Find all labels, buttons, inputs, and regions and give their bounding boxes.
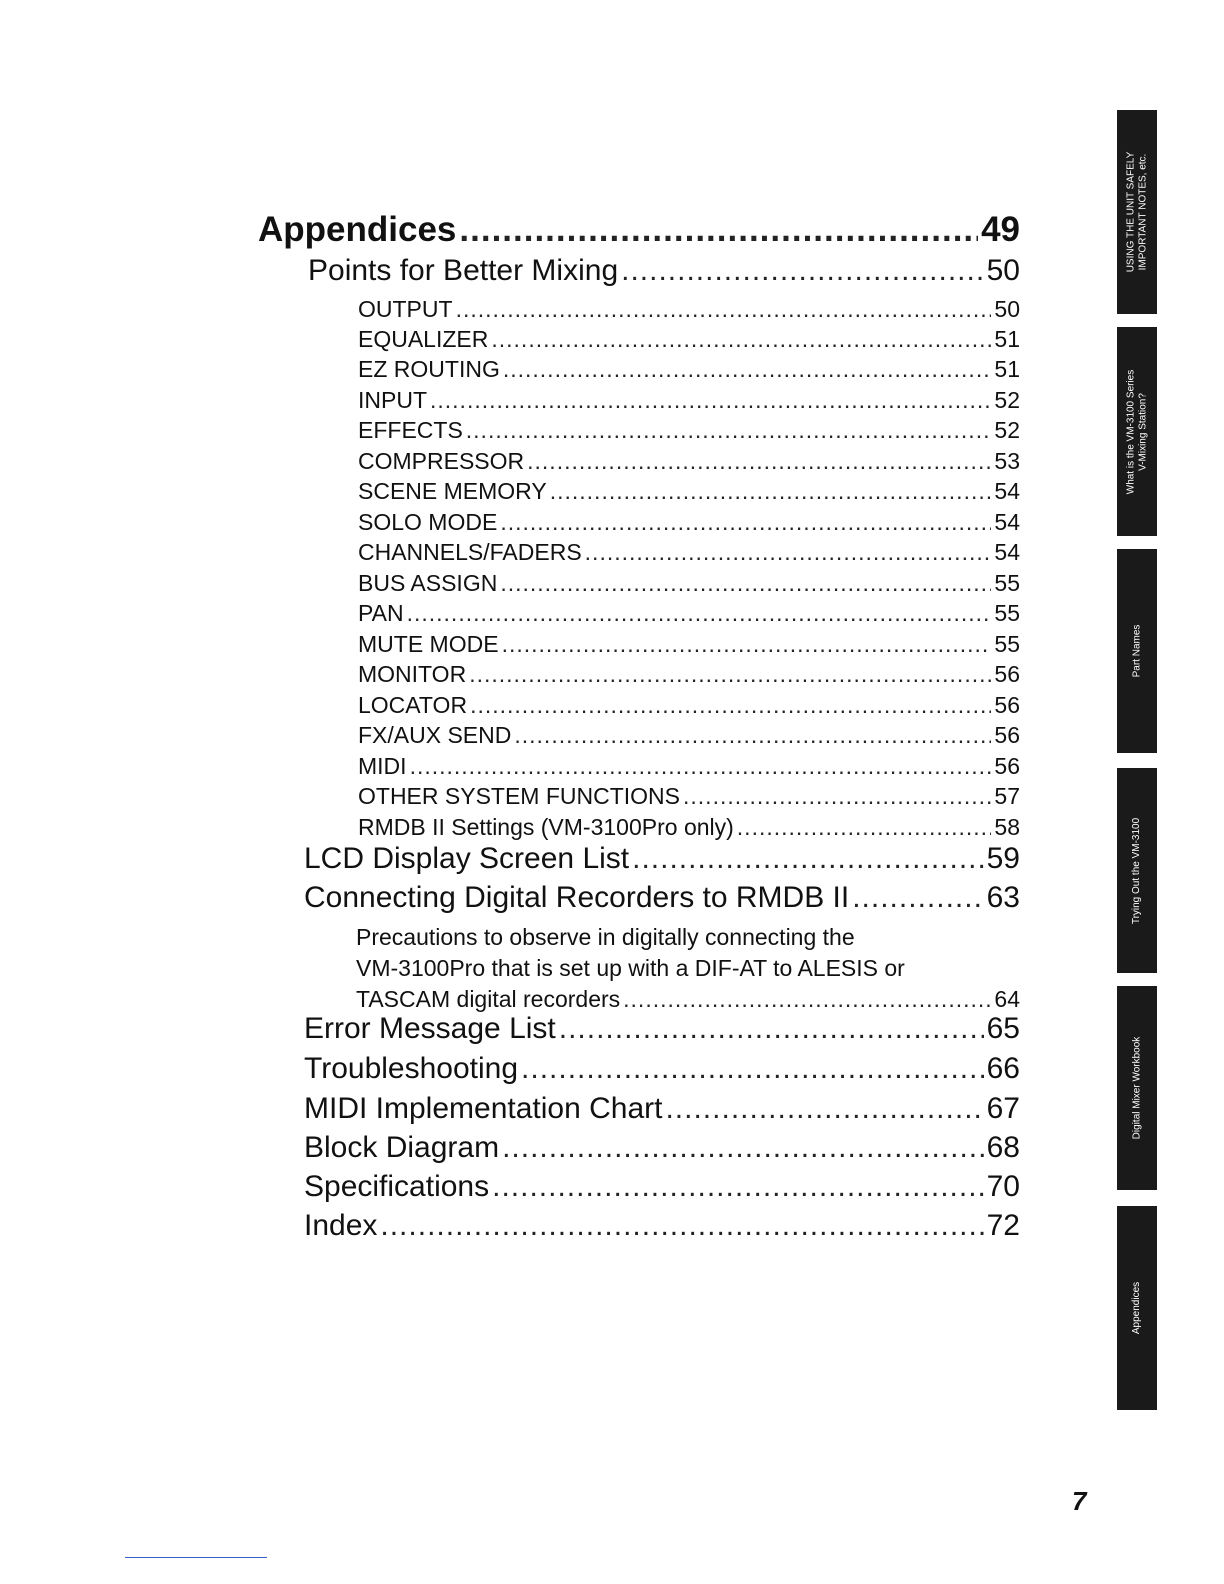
dot-leader — [456, 296, 992, 323]
dot-leader — [514, 722, 991, 749]
precautions-line-1: Precautions to observe in digitally connecting the — [356, 924, 855, 950]
side-tab-trying-out[interactable] — [1117, 768, 1157, 973]
dot-leader — [502, 631, 992, 658]
toc-entry-page: 64 — [994, 986, 1020, 1012]
toc-entry-title: EZ ROUTING — [358, 356, 500, 382]
toc-entry-page: 55 — [994, 600, 1020, 626]
toc-entry-page: 68 — [986, 1131, 1020, 1164]
side-tab-appendices[interactable] — [1117, 1206, 1157, 1410]
toc-entry-page: 50 — [994, 296, 1020, 322]
toc-entry-page: 55 — [994, 570, 1020, 596]
side-tab-label: Digital Mixer Workbook — [1131, 1036, 1142, 1140]
precautions-line-3-row — [356, 984, 1020, 1015]
toc-subentry[interactable] — [358, 478, 1020, 505]
toc-entry-page: 51 — [994, 326, 1020, 352]
toc-entry-index[interactable] — [304, 1209, 1020, 1243]
footer-rule — [125, 1557, 267, 1558]
toc-entry-title: Appendices — [258, 210, 457, 249]
toc-entry-title: LOCATOR — [358, 692, 468, 718]
toc-subentry[interactable] — [358, 753, 1020, 780]
dot-leader — [521, 1052, 984, 1086]
toc-subentry[interactable] — [358, 356, 1020, 383]
toc-entry-appendices[interactable] — [258, 210, 1020, 250]
dot-leader — [410, 753, 992, 780]
side-tab-using-the-unit-safely[interactable] — [1117, 110, 1157, 314]
toc-entry-page: 56 — [994, 722, 1020, 748]
dot-leader — [621, 254, 984, 288]
toc-entry-page: 56 — [994, 692, 1020, 718]
dot-leader — [503, 356, 992, 383]
toc-entry-page: 56 — [994, 753, 1020, 779]
toc-entry-page: 54 — [994, 478, 1020, 504]
dot-leader — [470, 692, 991, 719]
side-tab-digital-mixer-workbook[interactable] — [1117, 986, 1157, 1190]
toc-subentry[interactable] — [358, 600, 1020, 627]
dot-leader — [502, 1131, 984, 1165]
toc-entry-page: 57 — [994, 783, 1020, 809]
toc-entry-title: Troubleshooting — [304, 1052, 519, 1085]
toc-entry-title: PAN — [358, 600, 404, 626]
toc-subentry[interactable] — [358, 783, 1020, 810]
toc-entry-title: FX/AUX SEND — [358, 722, 512, 748]
dot-leader — [665, 1092, 983, 1126]
dot-leader — [623, 984, 991, 1015]
toc-subentry[interactable] — [358, 448, 1020, 475]
toc-entry-title: EFFECTS — [358, 417, 463, 443]
toc-entry-title: MIDI — [358, 753, 407, 779]
toc-subentry[interactable] — [358, 722, 1020, 749]
toc-entry-page: 65 — [986, 1012, 1020, 1045]
dot-leader — [527, 448, 991, 475]
toc-entry-precautions[interactable] — [356, 922, 1020, 1015]
page-number: 7 — [1072, 1486, 1087, 1516]
toc-subentry[interactable] — [358, 661, 1020, 688]
toc-entry-page: 70 — [986, 1170, 1020, 1203]
toc-subentry[interactable] — [358, 387, 1020, 414]
toc-entry-title: RMDB II Settings (VM-3100Pro only) — [358, 814, 734, 840]
side-tab-label: USING THE UNIT SAFELY IMPORTANT NOTES, etc. — [1125, 151, 1148, 273]
dot-leader — [492, 1170, 984, 1204]
toc-subentry[interactable] — [358, 509, 1020, 536]
toc-entry-page: 56 — [994, 661, 1020, 687]
toc-entry-page: 58 — [994, 814, 1020, 840]
toc-entry-page: 55 — [994, 631, 1020, 657]
dot-leader — [737, 814, 992, 841]
dot-leader — [500, 570, 991, 597]
toc-entry-page: 72 — [986, 1209, 1020, 1242]
dot-leader — [500, 509, 991, 536]
toc-entry-page: 52 — [994, 417, 1020, 443]
side-tab-label: Appendices — [1131, 1281, 1143, 1335]
side-tab-what-is-the-vm-3100[interactable] — [1117, 327, 1157, 536]
toc-subentry[interactable] — [358, 539, 1020, 566]
toc-entry-title: Connecting Digital Recorders to RMDB II — [304, 881, 850, 914]
toc-entry-title: INPUT — [358, 387, 427, 413]
dot-leader — [585, 539, 992, 566]
toc-entry-title: EQUALIZER — [358, 326, 489, 352]
toc-subentry[interactable] — [358, 296, 1020, 323]
toc-subentry[interactable] — [358, 570, 1020, 597]
toc-entry-page: 49 — [981, 210, 1020, 249]
dot-leader — [430, 387, 991, 414]
dot-leader — [491, 326, 991, 353]
toc-entry-title: MONITOR — [358, 661, 467, 687]
dot-leader — [469, 661, 991, 688]
toc-entry-troubleshooting[interactable] — [304, 1052, 1020, 1086]
toc-entry-title: Error Message List — [304, 1012, 556, 1045]
toc-subentry[interactable] — [358, 692, 1020, 719]
toc-entry-title: Block Diagram — [304, 1131, 500, 1164]
dot-leader — [559, 1012, 984, 1046]
dot-leader — [683, 783, 991, 810]
dot-leader — [459, 210, 978, 250]
toc-entry-points-for-better-mixing[interactable] — [308, 254, 1020, 288]
toc-entry-title: SOLO MODE — [358, 509, 498, 535]
dot-leader — [632, 842, 984, 876]
toc-entry-page: 67 — [986, 1092, 1020, 1125]
toc-entry-title: COMPRESSOR — [358, 448, 525, 474]
dot-leader — [380, 1209, 983, 1243]
toc-entry-title: MUTE MODE — [358, 631, 499, 657]
toc-entry-title: OUTPUT — [358, 296, 453, 322]
toc-entry-page: 50 — [986, 254, 1020, 287]
toc-subentry[interactable] — [358, 417, 1020, 444]
precautions-line-3: TASCAM digital recorders — [356, 986, 621, 1012]
toc-entry-connecting-digital-recorders[interactable] — [304, 881, 1020, 915]
toc-entry-block-diagram[interactable] — [304, 1131, 1020, 1165]
toc-entry-lcd-display-screen-list[interactable] — [304, 842, 1020, 876]
toc-entry-error-message-list[interactable] — [304, 1012, 1020, 1046]
toc-subentry[interactable] — [358, 326, 1020, 353]
toc-entry-page: 53 — [994, 448, 1020, 474]
toc-entry-title: LCD Display Screen List — [304, 842, 630, 875]
toc-entry-page: 59 — [986, 842, 1020, 875]
toc-entry-title: CHANNELS/FADERS — [358, 539, 582, 565]
toc-entry-page: 51 — [994, 356, 1020, 382]
toc-subentry[interactable] — [358, 631, 1020, 658]
toc-entry-title: BUS ASSIGN — [358, 570, 498, 596]
toc-entry-midi-implementation-chart[interactable] — [304, 1092, 1020, 1126]
toc-entry-title: Index — [304, 1209, 378, 1242]
side-tab-label: Part Names — [1131, 624, 1143, 678]
side-tab-part-names[interactable] — [1117, 549, 1157, 753]
toc-entry-specifications[interactable] — [304, 1170, 1020, 1204]
toc-entry-title: MIDI Implementation Chart — [304, 1092, 663, 1125]
dot-leader — [852, 881, 983, 915]
toc-entry-page: 54 — [994, 509, 1020, 535]
toc-entry-title: Specifications — [304, 1170, 490, 1203]
side-tab-label: What is the VM-3100 Series V-Mixing Station? — [1125, 369, 1148, 494]
toc-entry-title: SCENE MEMORY — [358, 478, 547, 504]
precautions-line-2: VM-3100Pro that is set up with a DIF-AT to ALESIS or — [356, 955, 905, 981]
dot-leader — [550, 478, 992, 505]
side-tab-label: Trying Out the VM-3100 — [1131, 817, 1142, 924]
toc-entry-page: 52 — [994, 387, 1020, 413]
dot-leader — [466, 417, 992, 444]
toc-entry-title: Points for Better Mixing — [308, 254, 619, 287]
toc-entry-page: 63 — [986, 881, 1020, 914]
dot-leader — [407, 600, 992, 627]
toc-entry-page: 66 — [986, 1052, 1020, 1085]
toc-entry-title: OTHER SYSTEM FUNCTIONS — [358, 783, 681, 809]
toc-subentry[interactable] — [358, 814, 1020, 841]
toc-entry-page: 54 — [994, 539, 1020, 565]
